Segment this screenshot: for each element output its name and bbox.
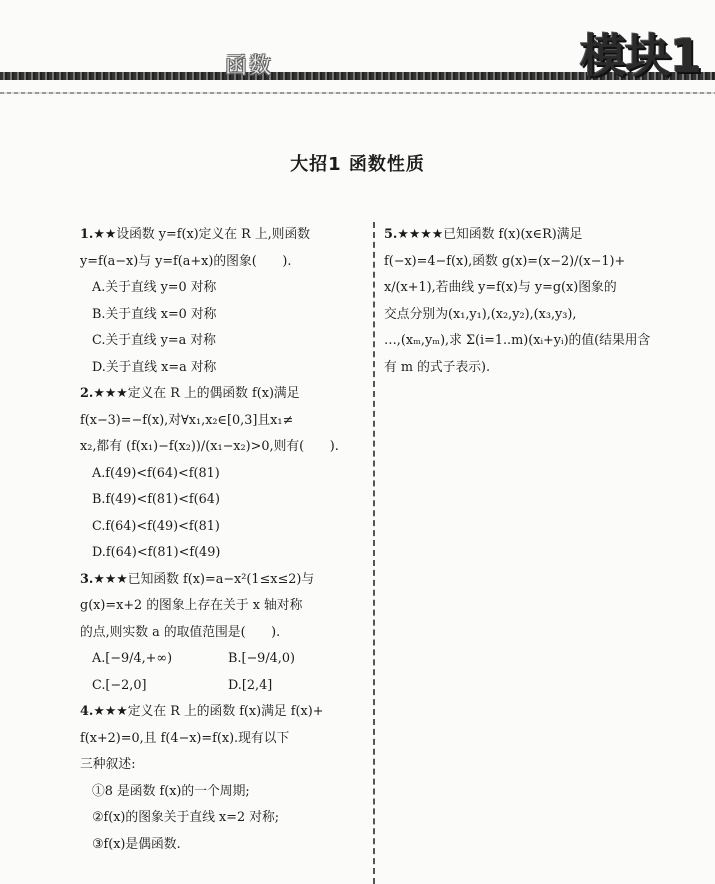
question-3 <box>80 567 364 700</box>
statement-2: ②f(x)的图象关于直线 x=2 对称; <box>92 810 280 825</box>
header-rule <box>0 92 715 94</box>
question-text: …,(xₘ,yₘ),求 Σ(i=1..m)(xᵢ+yᵢ)的值(结果用含 <box>384 333 651 348</box>
option-a: A.[−9/4,+∞) <box>92 651 173 666</box>
option-a: A.f(49)<f(64)<f(81) <box>92 465 220 481</box>
option-b: B.关于直线 x=0 对称 <box>92 306 217 322</box>
right-column <box>384 222 694 381</box>
question-number: 4. <box>80 704 94 719</box>
question-text: 定义在 R 上的函数 f(x)满足 f(x)+ <box>127 704 324 719</box>
statement-3: ③f(x)是偶函数. <box>92 836 181 852</box>
column-divider <box>373 222 375 884</box>
question-text: 的点,则实数 a 的取值范围是( ). <box>80 624 281 640</box>
question-number: 2. <box>80 386 94 401</box>
question-text: x/(x+1),若曲线 y=f(x)与 y=g(x)图象的 <box>384 280 617 295</box>
options-row <box>80 646 364 673</box>
statement-1: ①8 是函数 f(x)的一个周期; <box>92 783 250 799</box>
page-header <box>0 0 715 110</box>
option-c: C.[−2,0] <box>92 677 147 693</box>
question-text: f(−x)=4−f(x),函数 g(x)=(x−2)/(x−1)+ <box>384 253 626 269</box>
option-d: D.关于直线 x=a 对称 <box>92 359 217 375</box>
left-column <box>80 222 364 858</box>
question-number: 1. <box>80 227 94 242</box>
question-text: g(x)=x+2 的图象上存在关于 x 轴对称 <box>80 598 303 613</box>
option-d: D.[2,4] <box>228 677 273 693</box>
page-title: 大招1 函数性质 <box>290 154 425 175</box>
question-text: 定义在 R 上的偶函数 f(x)满足 <box>127 386 300 401</box>
question-text: f(x+2)=0,且 f(4−x)=f(x).现有以下 <box>80 730 290 746</box>
question-1 <box>80 222 364 381</box>
option-b: B.[−9/4,0) <box>228 651 295 666</box>
question-text: 三种叙述: <box>80 757 136 772</box>
option-a: A.关于直线 y=0 对称 <box>92 280 217 295</box>
option-d: D.f(64)<f(81)<f(49) <box>92 545 221 560</box>
option-c: C.f(64)<f(49)<f(81) <box>92 518 220 534</box>
question-number: 5. <box>384 227 398 242</box>
option-b: B.f(49)<f(81)<f(64) <box>92 492 220 507</box>
question-text: f(x−3)=−f(x),对∀x₁,x₂∈[0,3]且x₁≠ <box>80 412 294 428</box>
question-4 <box>80 699 364 858</box>
question-text: y=f(a−x)与 y=f(a+x)的图象( ). <box>80 253 292 269</box>
options-row <box>80 673 364 700</box>
option-c: C.关于直线 y=a 对称 <box>92 333 216 348</box>
question-number: 3. <box>80 571 94 587</box>
difficulty-stars: ★★ <box>93 227 117 242</box>
question-text: 交点分别为(x₁,y₁),(x₂,y₂),(x₃,y₃), <box>384 306 577 322</box>
question-text: 已知函数 f(x)(x∈R)满足 <box>443 227 583 242</box>
difficulty-stars: ★★★ <box>93 571 128 587</box>
question-text: 设函数 y=f(x)定义在 R 上,则函数 <box>116 227 311 242</box>
question-2 <box>80 381 364 567</box>
module-label: 模块1 <box>579 29 701 83</box>
question-text: 已知函数 f(x)=a−x²(1≤x≤2)与 <box>127 571 315 587</box>
question-text: 有 m 的式子表示). <box>384 359 491 375</box>
difficulty-stars: ★★★★ <box>397 227 444 242</box>
question-text: x₂,都有 (f(x₁)−f(x₂))/(x₁−x₂)>0,则有( ). <box>80 439 339 454</box>
subject-label: 函数 <box>224 54 273 79</box>
difficulty-stars: ★★★ <box>93 386 128 401</box>
difficulty-stars: ★★★ <box>93 704 128 719</box>
question-5 <box>384 222 694 381</box>
